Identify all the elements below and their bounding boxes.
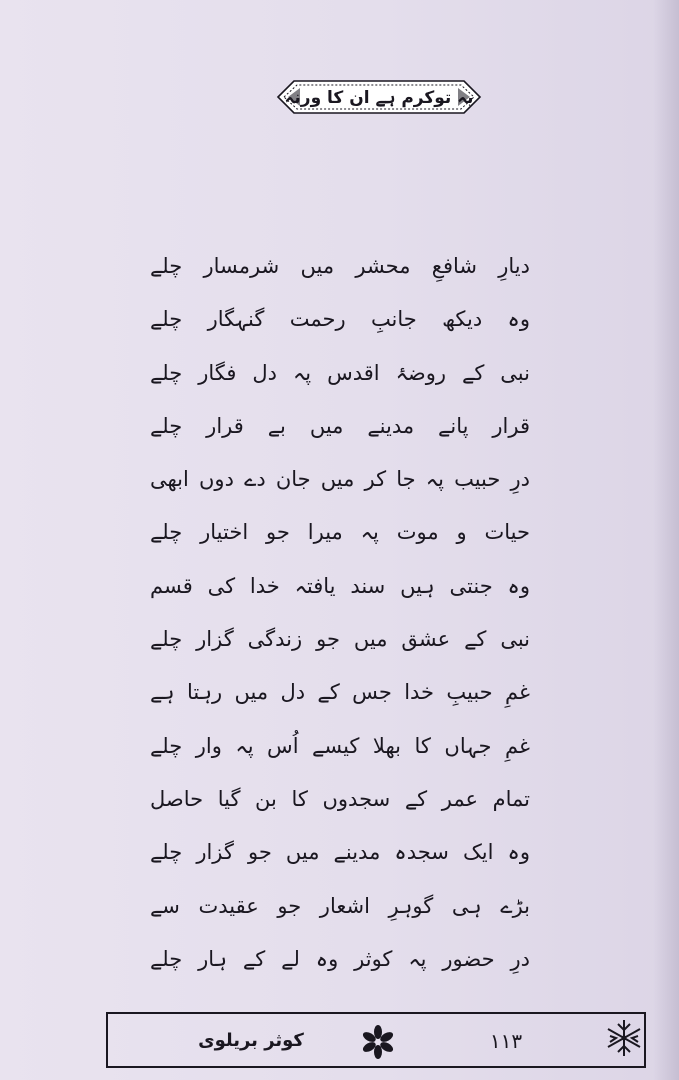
poem-line: غمِ جہاں کا بھلا کیسے اُس پہ وار چلے [150, 733, 530, 758]
poem-line: تمام عمر کے سجدوں کا بن گیا حاصل [150, 786, 530, 811]
chapter-title: یہ توکرم ہے ان کا ورنہ [284, 87, 474, 108]
poem-line: دیارِ شافعِ محشر میں شرمسار چلے [150, 254, 530, 278]
poem-line: وہ ایک سجدہ مدینے میں جو گزار چلے [150, 840, 530, 865]
poem-body [150, 240, 530, 986]
poem-line: وہ جنتی ہیں سند یافتہ خدا کی قسم [150, 573, 530, 598]
poem-line: بڑے ہی گوہرِ اشعار جو عقیدت سے [150, 893, 530, 918]
poem-line: حیات و موت پہ میرا جو اختیار چلے [150, 520, 530, 545]
poem-line: غمِ حبیبِ خدا جس کے دل میں رہتا ہے [150, 680, 530, 705]
star-ornament-icon [605, 1016, 643, 1060]
page-shadow-edge [653, 0, 679, 1080]
poem-line: نبی کے روضۂ اقدس پہ دل فگار چلے [150, 360, 530, 385]
poem-line: درِ حبیب پہ جا کر میں جان دے دوں ابھی [150, 467, 530, 492]
chapter-header [276, 78, 482, 116]
poem-line: وہ دیکھ جانبِ رحمت گنہگار چلے [150, 307, 530, 332]
page-number: ۱۱۳ [489, 1029, 523, 1053]
footer-author-name: کوثر بریلوی [198, 1030, 304, 1051]
poem-line: نبی کے عشق میں جو زندگی گزار چلے [150, 627, 530, 652]
poem-line: قرار پانے مدینے میں بے قرار چلے [150, 413, 530, 438]
poem-line: درِ حضور پہ کوثر وہ لے کے ہار چلے [150, 946, 530, 971]
flower-icon [360, 1024, 396, 1060]
